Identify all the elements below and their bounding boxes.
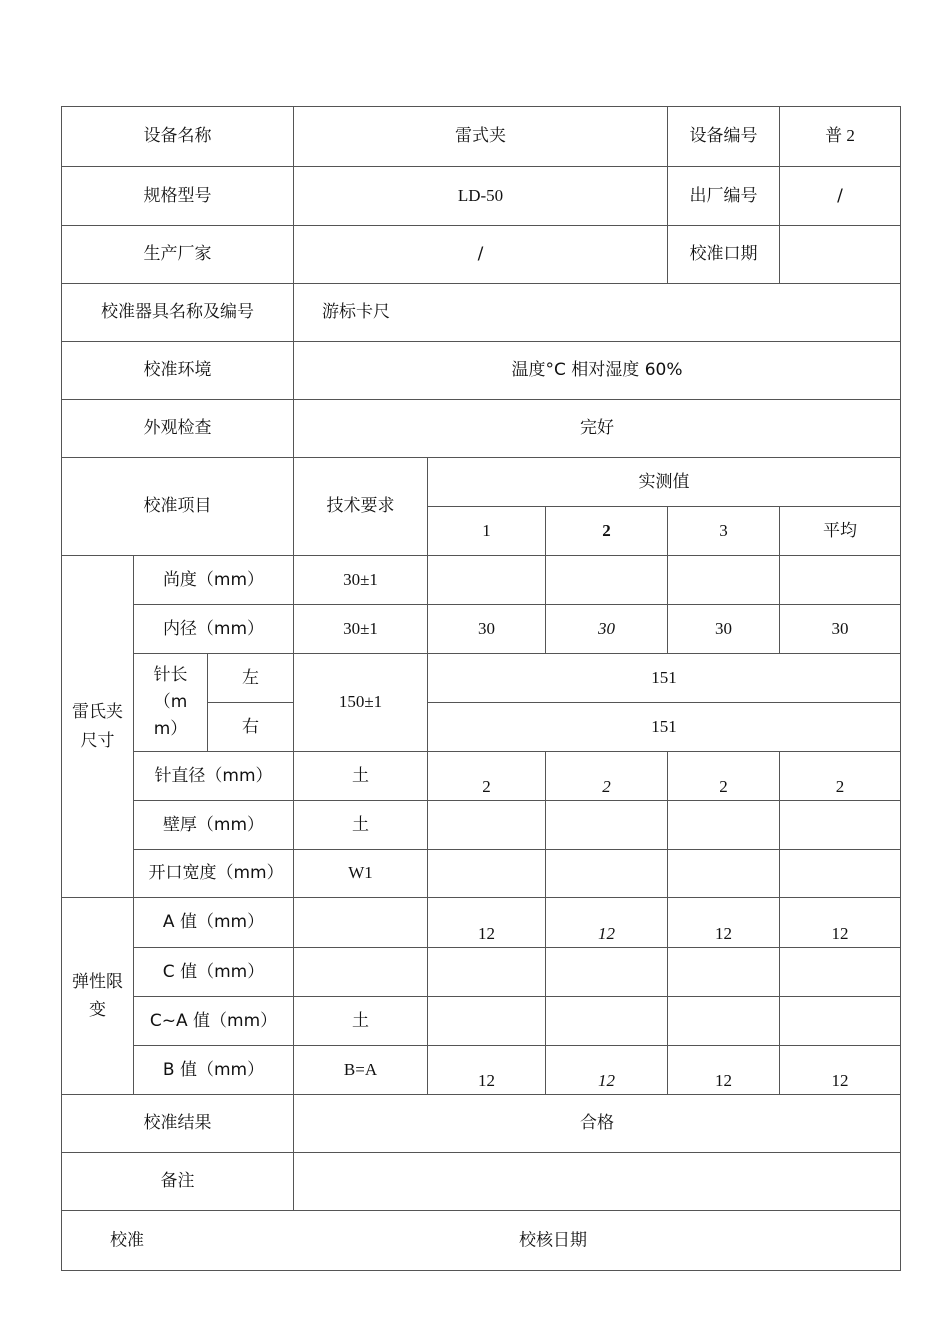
size-group-text: 雷氏夹尺寸 <box>72 702 123 751</box>
needle-dia-v1: 2 <box>428 752 546 801</box>
header-col-3: 3 <box>668 507 780 556</box>
c-value-avg <box>780 948 901 997</box>
height-avg <box>780 556 901 605</box>
needle-left-row <box>62 654 901 703</box>
height-label: 尚度（mm） <box>134 556 294 605</box>
opening-avg <box>780 850 901 898</box>
maker-value: / <box>294 226 668 284</box>
needle-dia-avg: 2 <box>780 752 901 801</box>
inner-req: 30±1 <box>294 605 428 654</box>
needle-req: 150±1 <box>294 654 428 752</box>
a-value-row <box>62 898 901 948</box>
b-value-req: B=A <box>294 1046 428 1095</box>
ca-value-label: C~A 值（mm） <box>134 997 294 1046</box>
b-value-v2: 12 <box>546 1046 668 1095</box>
factory-no-label: 出厂编号 <box>668 167 780 226</box>
needle-right-label: 右 <box>208 703 294 752</box>
device-no-value: 普 2 <box>780 107 901 167</box>
needle-right-value: 151 <box>428 703 901 752</box>
wall-v3 <box>668 801 780 850</box>
header-col-2: 2 <box>546 507 668 556</box>
needle-dia-v3: 2 <box>668 752 780 801</box>
height-row <box>62 556 901 605</box>
b-value-row <box>62 1046 901 1095</box>
remark-label: 备注 <box>62 1153 294 1211</box>
factory-no-value: / <box>780 167 901 226</box>
inner-row <box>62 605 901 654</box>
a-value-avg: 12 <box>780 898 901 948</box>
calibration-record-table <box>61 106 901 1271</box>
b-value-v1: 12 <box>428 1046 546 1095</box>
height-v3 <box>668 556 780 605</box>
opening-v1 <box>428 850 546 898</box>
result-value: 合格 <box>294 1095 901 1153</box>
wall-row <box>62 801 901 850</box>
device-name-value: 雷式夹 <box>294 107 668 167</box>
c-value-row <box>62 948 901 997</box>
model-label: 规格型号 <box>62 167 294 226</box>
elastic-group-label <box>62 898 134 1095</box>
opening-req: W1 <box>294 850 428 898</box>
opening-row <box>62 850 901 898</box>
wall-req: 土 <box>294 801 428 850</box>
ca-value-req: 土 <box>294 997 428 1046</box>
appearance-row <box>62 400 901 458</box>
maker-row <box>62 226 901 284</box>
needle-label-text: 针长（mm） <box>153 664 188 740</box>
maker-label: 生产厂家 <box>62 226 294 284</box>
opening-label <box>134 850 294 898</box>
ca-value-v1 <box>428 997 546 1046</box>
header-avg: 平均 <box>780 507 901 556</box>
opening-label-text: 开口宽度（mm） <box>148 862 284 883</box>
ca-value-avg <box>780 997 901 1046</box>
needle-dia-req: 土 <box>294 752 428 801</box>
c-value-v3 <box>668 948 780 997</box>
elastic-group-text: 弹性限变 <box>72 971 123 1020</box>
header-measured: 实测值 <box>428 458 901 507</box>
appearance-label: 外观检查 <box>62 400 294 458</box>
wall-v1 <box>428 801 546 850</box>
header-requirement: 技术要求 <box>294 458 428 556</box>
signature-row <box>62 1211 901 1271</box>
height-v1 <box>428 556 546 605</box>
calib-date-label: 校准口期 <box>668 226 780 284</box>
c-value-v1 <box>428 948 546 997</box>
b-value-v3: 12 <box>668 1046 780 1095</box>
model-row <box>62 167 901 226</box>
a-value-req <box>294 898 428 948</box>
a-value-v2: 12 <box>546 898 668 948</box>
inner-v2: 30 <box>546 605 668 654</box>
inner-avg: 30 <box>780 605 901 654</box>
a-value-v3: 12 <box>668 898 780 948</box>
wall-avg <box>780 801 901 850</box>
header-row-1 <box>62 458 901 507</box>
result-label: 校准结果 <box>62 1095 294 1153</box>
b-value-label: B 值（mm） <box>134 1046 294 1095</box>
environment-label: 校准环境 <box>62 342 294 400</box>
environment-value: 温度°C 相对湿度 60% <box>294 342 901 400</box>
wall-v2 <box>546 801 668 850</box>
needle-left-value: 151 <box>428 654 901 703</box>
header-col-1: 1 <box>428 507 546 556</box>
a-value-v1: 12 <box>428 898 546 948</box>
ca-value-row <box>62 997 901 1046</box>
ca-value-v2 <box>546 997 668 1046</box>
instrument-label: 校准器具名称及编号 <box>62 284 294 342</box>
needle-dia-v2: 2 <box>546 752 668 801</box>
c-value-label: C 值（mm） <box>134 948 294 997</box>
ca-value-v3 <box>668 997 780 1046</box>
remark-value <box>294 1153 901 1211</box>
height-req: 30±1 <box>294 556 428 605</box>
model-value: LD-50 <box>294 167 668 226</box>
b-value-avg: 12 <box>780 1046 901 1095</box>
needle-dia-row <box>62 752 901 801</box>
device-name-label: 设备名称 <box>62 107 294 167</box>
inner-v1: 30 <box>428 605 546 654</box>
result-row <box>62 1095 901 1153</box>
needle-left-label: 左 <box>208 654 294 703</box>
device-no-label: 设备编号 <box>668 107 780 167</box>
c-value-v2 <box>546 948 668 997</box>
signature-cell <box>62 1211 901 1271</box>
c-value-req <box>294 948 428 997</box>
size-group-label <box>62 556 134 898</box>
device-name-row <box>62 107 901 167</box>
environment-row <box>62 342 901 400</box>
height-v2 <box>546 556 668 605</box>
needle-label <box>134 654 208 752</box>
inner-label: 内径（mm） <box>134 605 294 654</box>
inner-v3: 30 <box>668 605 780 654</box>
remark-row <box>62 1153 901 1211</box>
review-date-label: 校核日期 <box>519 1230 587 1251</box>
instrument-value: 游标卡尺 <box>294 284 901 342</box>
opening-v3 <box>668 850 780 898</box>
instrument-row <box>62 284 901 342</box>
opening-v2 <box>546 850 668 898</box>
a-value-label: A 值（mm） <box>134 898 294 948</box>
wall-label: 壁厚（mm） <box>134 801 294 850</box>
calib-date-value <box>780 226 901 284</box>
needle-dia-label: 针直径（mm） <box>134 752 294 801</box>
header-item: 校准项目 <box>62 458 294 556</box>
calibrator-label: 校准 <box>110 1230 144 1251</box>
appearance-value: 完好 <box>294 400 901 458</box>
